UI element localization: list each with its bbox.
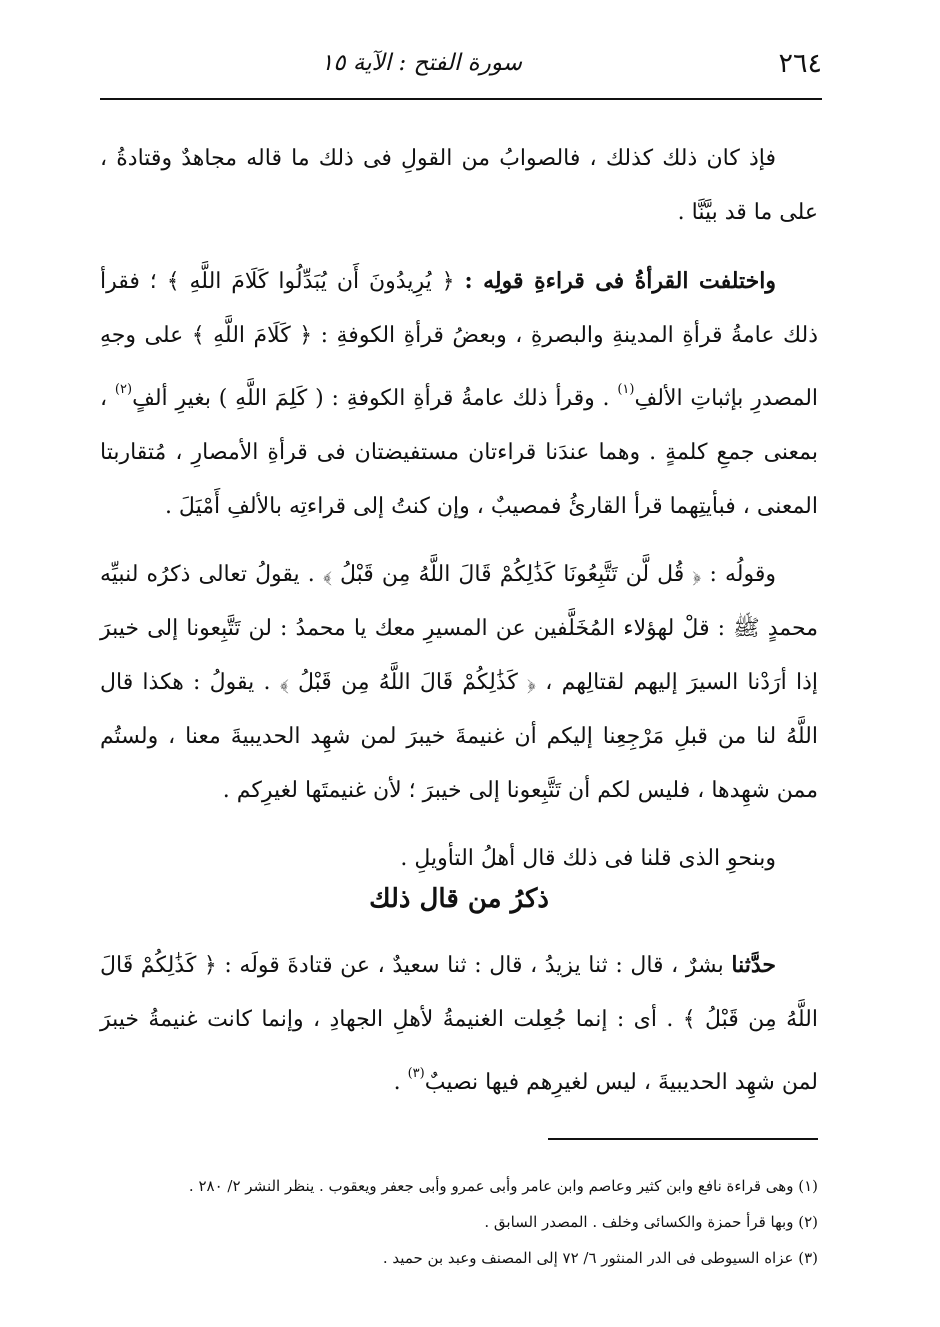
footnote-rule bbox=[548, 1138, 818, 1140]
footnotes bbox=[100, 1168, 818, 1276]
hadith-text bbox=[100, 938, 818, 1110]
paragraph-lead: حدَّثنا bbox=[731, 952, 776, 978]
paragraph-text: ﴿ يُرِيدُونَ أَن يُبَدِّلُوا كَلَامَ اللَّهِ ﴾ ؛ فقرأ ذلك عامةُ قرأةِ المدينةِ والبصرةِ ، وبعضُ قرأةِ الكوفةِ : ﴿ كَلَامَ اللَّهِ ﴾ على وجهِ المصدرِ بإثباتِ الألفِ bbox=[100, 269, 819, 411]
running-title: سورة الفتح : الآية ١٥ bbox=[320, 50, 522, 76]
page-number: ٢٦٤ bbox=[778, 48, 822, 79]
paragraph bbox=[100, 254, 818, 534]
paragraph-lead: واختلفت القرأةُ فى قراءةِ قولِه : bbox=[464, 268, 777, 294]
footnote-marker: (٢) bbox=[114, 382, 133, 397]
paragraph-text: . وقرأ ذلك عامةُ قرأةِ الكوفةِ : ( كَلِمَ اللَّهِ ) بغيرِ ألفٍ bbox=[132, 386, 618, 411]
footnote-marker: (٣) bbox=[407, 1066, 425, 1081]
paragraph-text: وبنحوِ الذى قلنا فى ذلك قال أهلُ التأويلِ . bbox=[400, 846, 776, 871]
paragraph bbox=[100, 548, 818, 818]
paragraph-text: بشرٌ ، قال : ثنا يزيدُ ، قال : ثنا سعيدٌ ، عن قتادةَ قولَه : ﴿ كَذَٰلِكُمْ قَالَ اللَّهُ مِن قَبْلُ ﴾ . أى : إنما جُعِلت الغنيمةُ لأهلِ الجهادِ ، وإنما كانت غنيمةُ خيبرَ لمن شهِد الحديبيةَ ، ليس لغيرِهم فيها نصيبٌ bbox=[100, 953, 818, 1095]
main-text bbox=[100, 132, 818, 886]
footnote-marker: (١) bbox=[617, 382, 635, 397]
paragraph-text: ، بمعنى جمعِ كلمةٍ . وهما عندَنا قراءتان مستفيضتان فى قرأةِ الأمصارِ ، مُتقاربتا المعنى ، فبأيتِهما قرأ القارئُ فمصيبٌ ، وإن كنتُ إلى قراءتِه بالألفِ أَمْيَلَ . bbox=[100, 386, 818, 519]
paragraph-text: وقولُه : ﴿ قُل لَّن تَتَّبِعُونَا كَذَٰلِكُمْ قَالَ اللَّهُ مِن قَبْلُ ﴾ . يقولُ تعالى ذكرُه لنبيِّه محمدٍ ﷺ : قلْ لهؤلاء المُخَلَّفين عن المسيرِ معك يا محمدُ : لن تَتَّبِعونا إلى خيبرَ إذا أرَدْنا السيرَ إليهم لقتالِهم ، ﴿ كَذَٰلِكُمْ قَالَ اللَّهُ مِن قَبْلُ ﴾ . يقولُ : هكذا قال اللَّهُ لنا من قبلِ مَرْجِعِنا إليكم أن غنيمةَ خيبرَ لمن شهِد الحديبيةَ معنا ، ولستُم ممن شهِدها ، فليس لكم أن تَتَّبِعونا إلى خيبرَ ؛ لأن غنيمتَها لغيرِكم . bbox=[100, 562, 818, 803]
footnote: (٢) وبها قرأ حمزة والكسائى وخلف . المصدر السابق . bbox=[484, 1213, 818, 1231]
paragraph bbox=[100, 938, 818, 1110]
page-header bbox=[100, 48, 822, 94]
header-rule bbox=[100, 98, 822, 100]
paragraph-text: فإذ كان ذلك كذلك ، فالصوابُ من القولِ فى ذلك ما قاله مجاهدٌ وقتادةُ ، على ما قد بيَّنَّا . bbox=[100, 146, 818, 225]
section-heading: ذكرُ من قال ذلك bbox=[369, 884, 549, 914]
paragraph bbox=[100, 132, 818, 240]
paragraph-text: . bbox=[393, 1070, 408, 1095]
footnote: (٣) عزاه السيوطى فى الدر المنثور ٦/ ٧٢ إلى المصنف وعبد بن حميد . bbox=[382, 1249, 818, 1267]
footnote: (١) وهى قراءة نافع وابن كثير وعاصم وابن عامر وأبى عمرو وأبى جعفر ويعقوب . ينظر النشر ٢/ ٢٨٠ . bbox=[188, 1177, 818, 1195]
